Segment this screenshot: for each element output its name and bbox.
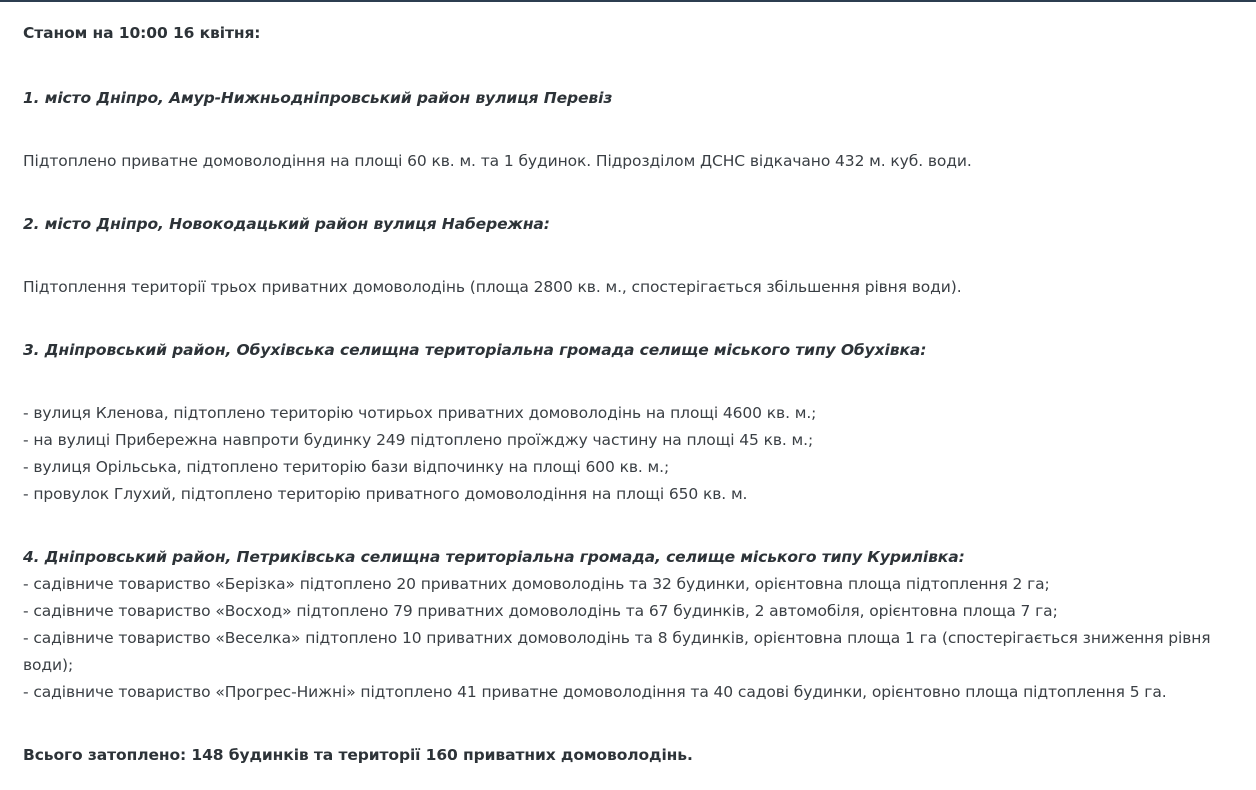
- section-4-item-2: - садівниче товариство «Восход» підтоплено 79 приватних домоволодінь та 67 будинків, 2 автомобіля, орієнтовна площа 7 га;: [23, 602, 1058, 620]
- section-4-item-4: - садівниче товариство «Прогрес-Нижні» підтоплено 41 приватне домоволодіння та 40 садові будинки, орієнтовно площа підтоплення 5 га.: [23, 683, 1167, 701]
- section-2-heading: 2. місто Дніпро, Новокодацький район вулиця Набережна:: [23, 215, 550, 233]
- section-4-item-1: - садівниче товариство «Берізка» підтоплено 20 приватних домоволодінь та 32 будинки, орієнтовна площа підтоплення 2 га;: [23, 575, 1050, 593]
- section-3-item-1: - вулиця Кленова, підтоплено територію чотирьох приватних домоволодінь на площі 4600 кв. м.;: [23, 404, 817, 422]
- section-4-heading: 4. Дніпровський район, Петриківська селищна територіальна громада, селище міського типу Курилівка:: [23, 548, 965, 566]
- section-4-item-3: - садівниче товариство «Веселка» підтоплено 10 приватних домоволодінь та 8 будинків, орієнтовна площа 1 га (спостерігається зниження рівня води);: [23, 629, 1211, 674]
- section-3-item-3: - вулиця Орільська, підтоплено територію бази відпочинку на площі 600 кв. м.;: [23, 458, 670, 476]
- summary-line: Всього затоплено: 148 будинків та території 160 приватних домоволодінь.: [23, 746, 693, 764]
- document-body: [0, 2, 1256, 790]
- section-2-text: Підтоплення території трьох приватних домоволодінь (площа 2800 кв. м., спостерігається збільшення рівня води).: [23, 278, 962, 296]
- section-3-item-4: - провулок Глухий, підтоплено територію приватного домоволодіння на площі 650 кв. м.: [23, 485, 748, 503]
- section-1-heading: 1. місто Дніпро, Амур-Нижньодніпровський район вулиця Перевіз: [23, 89, 613, 107]
- date-line: Станом на 10:00 16 квітня:: [23, 24, 261, 42]
- section-3-item-2: - на вулиці Прибережна навпроти будинку 249 підтоплено проїжджу частину на площі 45 кв. м.;: [23, 431, 814, 449]
- section-1-text: Підтоплено приватне домоволодіння на площі 60 кв. м. та 1 будинок. Підрозділом ДСНС відкачано 432 м. куб. води.: [23, 152, 972, 170]
- section-3-heading: 3. Дніпровський район, Обухівська селищна територіальна громада селище міського типу Обухівка:: [23, 341, 927, 359]
